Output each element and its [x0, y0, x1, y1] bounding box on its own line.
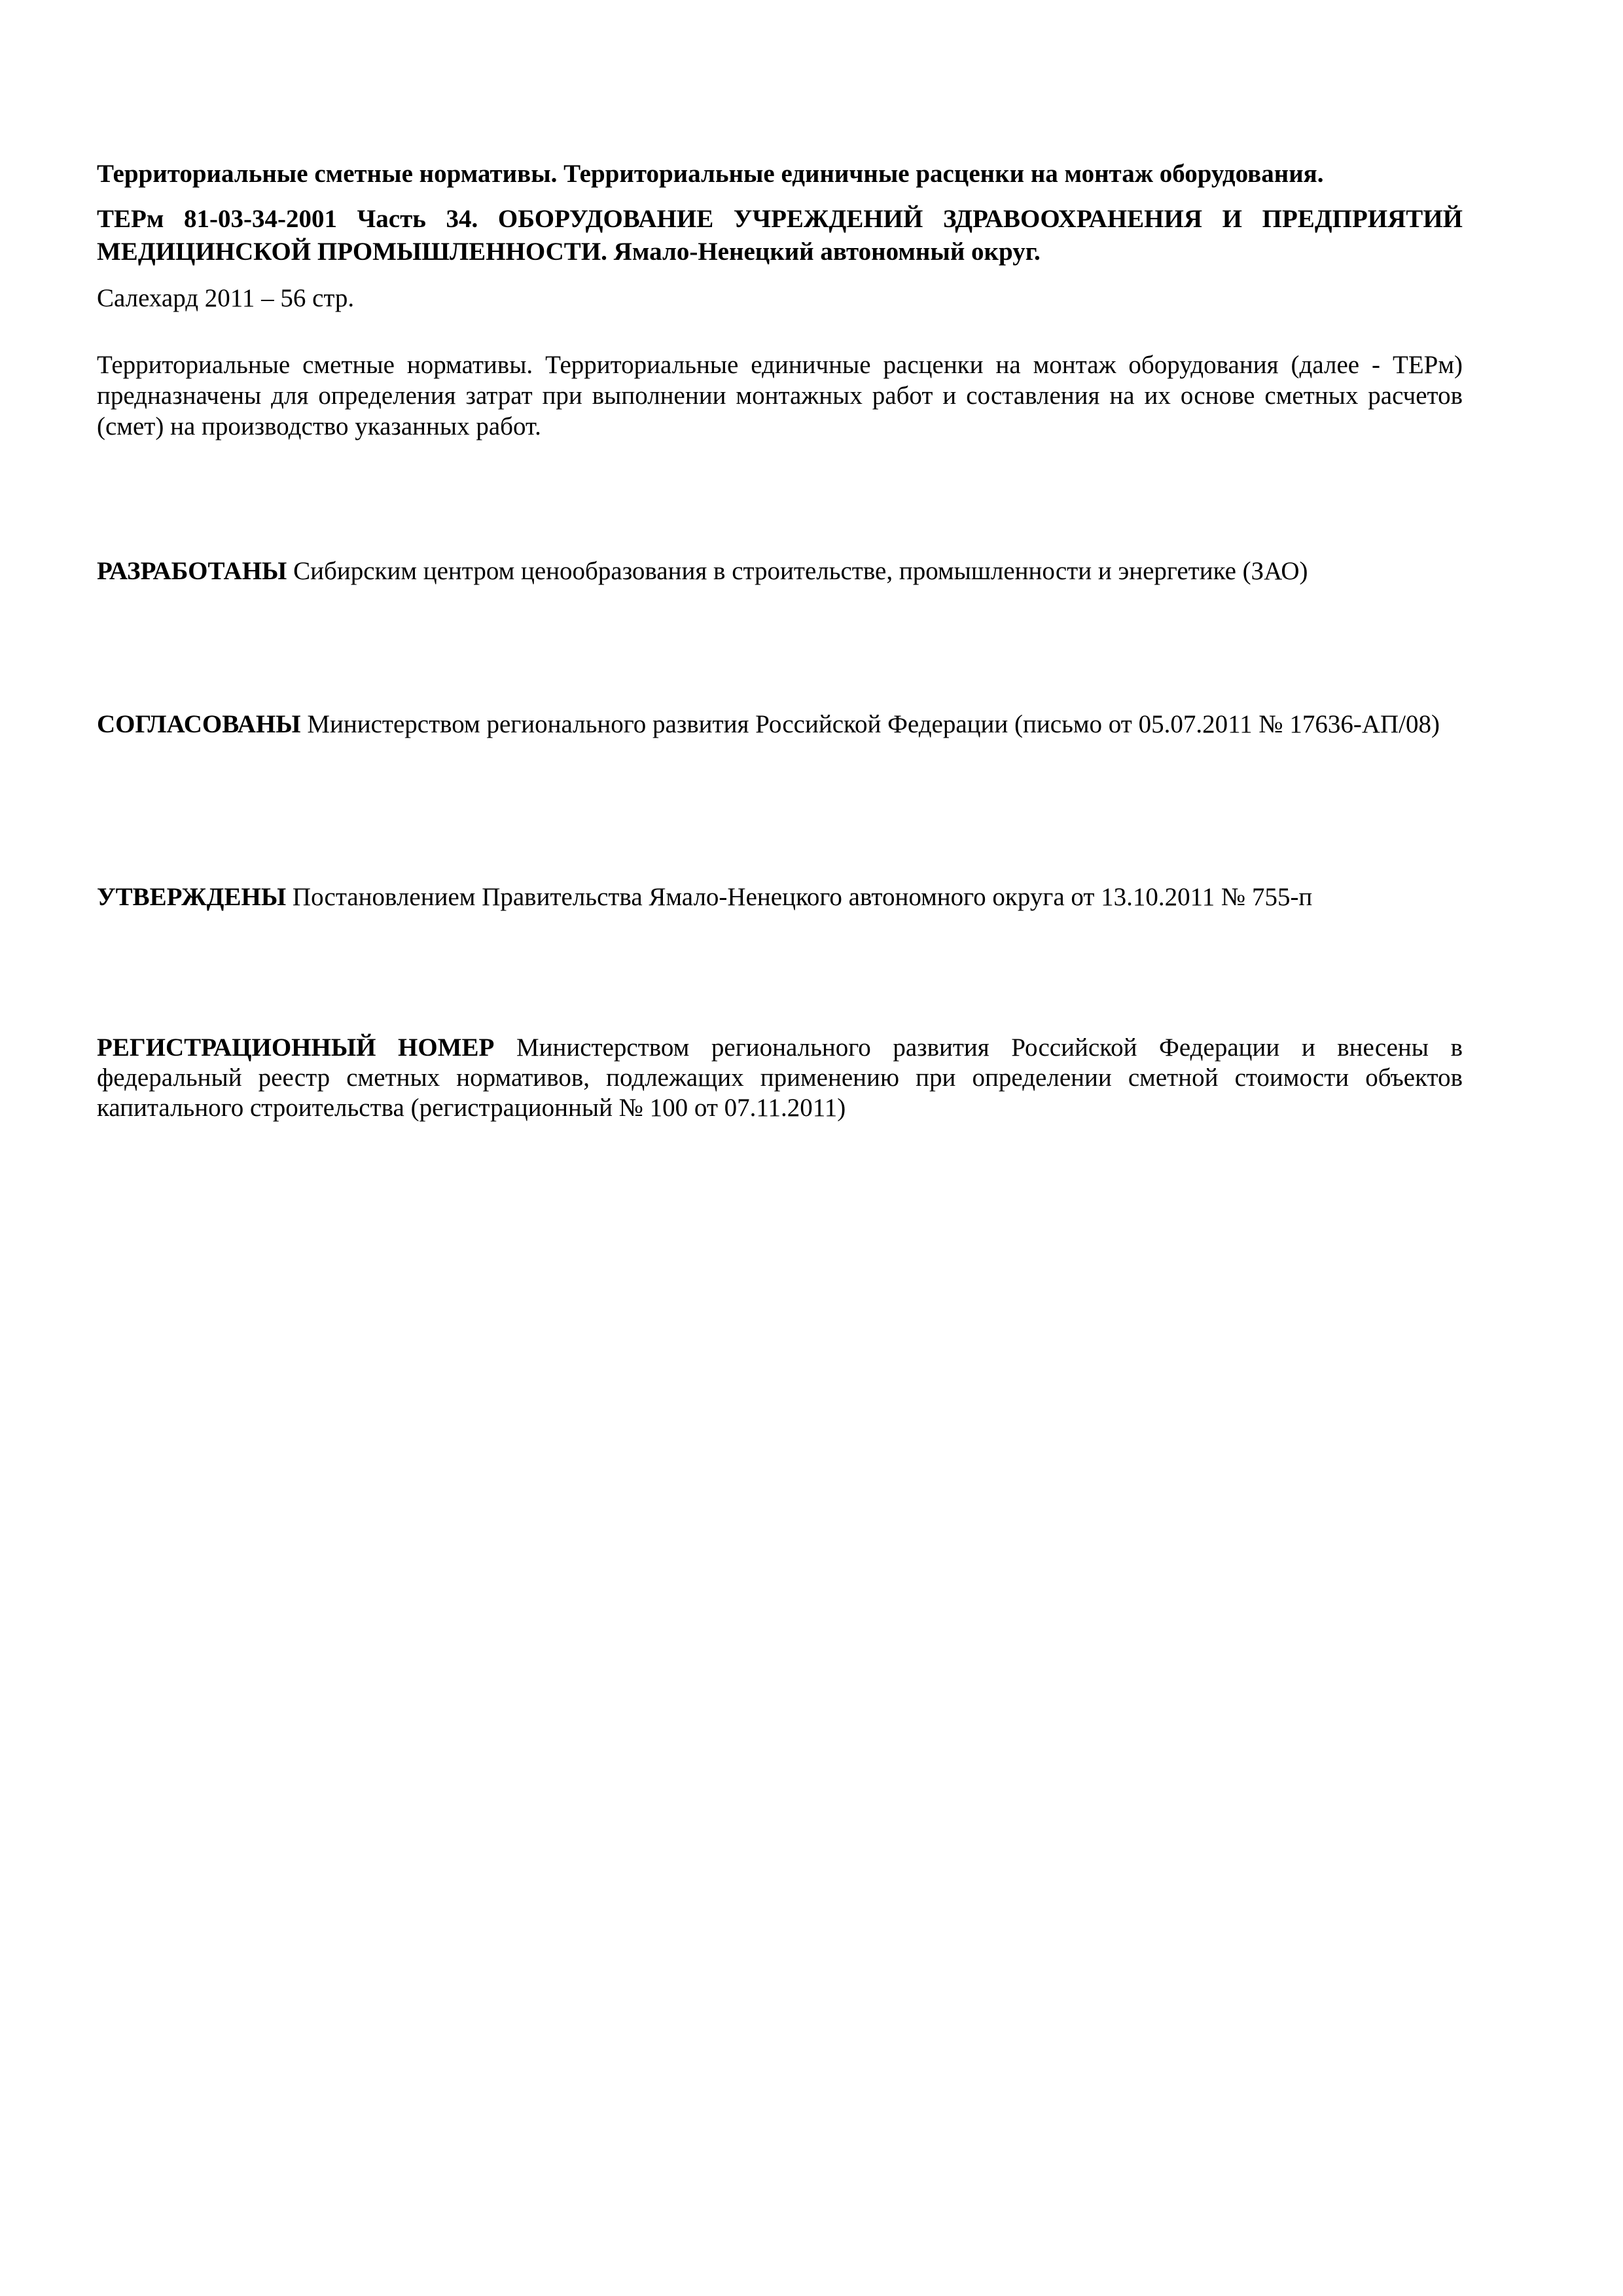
approved-by-text: Постановлением Правительства Ямало-Ненецкого автономного округа от 13.10.2011 № 755-п — [292, 883, 1313, 911]
developed-by-text: Сибирским центром ценообразования в строительстве, промышленности и энергетике (ЗАО) — [293, 557, 1308, 585]
document-title: ТЕРм 81-03-34-2001 Часть 34. ОБОРУДОВАНИЕ УЧРЕЖДЕНИЙ ЗДРАВООХРАНЕНИЯ И ПРЕДПРИЯТИЙ МЕДИЦИНСКОЙ ПРОМЫШЛЕННОСТИ. Ямало-Ненецкий автономный округ. — [97, 205, 1463, 266]
registration-number-text: Министерством регионального развития Российской Федерации и внесены в федеральный реестр сметных нормативов, подлежащих применению при определении сметной стоимости объектов капитального строительства (регистрационный № 100 от 07.11.2011) — [97, 1033, 1463, 1122]
registration-number-entry — [97, 1033, 1463, 1123]
developed-by-label: РАЗРАБОТАНЫ — [97, 557, 287, 585]
agreed-by-text: Министерством регионального развития Российской Федерации (письмо от 05.07.2011 № 17636-АП/08) — [307, 710, 1440, 738]
approved-by-entry — [97, 882, 1463, 912]
agreed-by-label: СОГЛАСОВАНЫ — [97, 710, 301, 738]
developed-by-entry — [97, 556, 1463, 586]
agreed-by-entry — [97, 709, 1463, 740]
registration-number-label: РЕГИСТРАЦИОННЫЙ НОМЕР — [97, 1033, 495, 1062]
abstract-paragraph: Территориальные сметные нормативы. Территориальные единичные расценки на монтаж оборудования (далее - ТЕРм) предназначены для определения затрат при выполнении монтажных работ и составления на их основе сметных расчетов (смет) на производство указанных работ. — [97, 351, 1463, 440]
imprint-line: Салехард 2011 – 56 стр. — [97, 284, 355, 312]
series-title: Территориальные сметные нормативы. Территориальные единичные расценки на монтаж оборудования. — [97, 160, 1324, 188]
approved-by-label: УТВЕРЖДЕНЫ — [97, 883, 287, 911]
